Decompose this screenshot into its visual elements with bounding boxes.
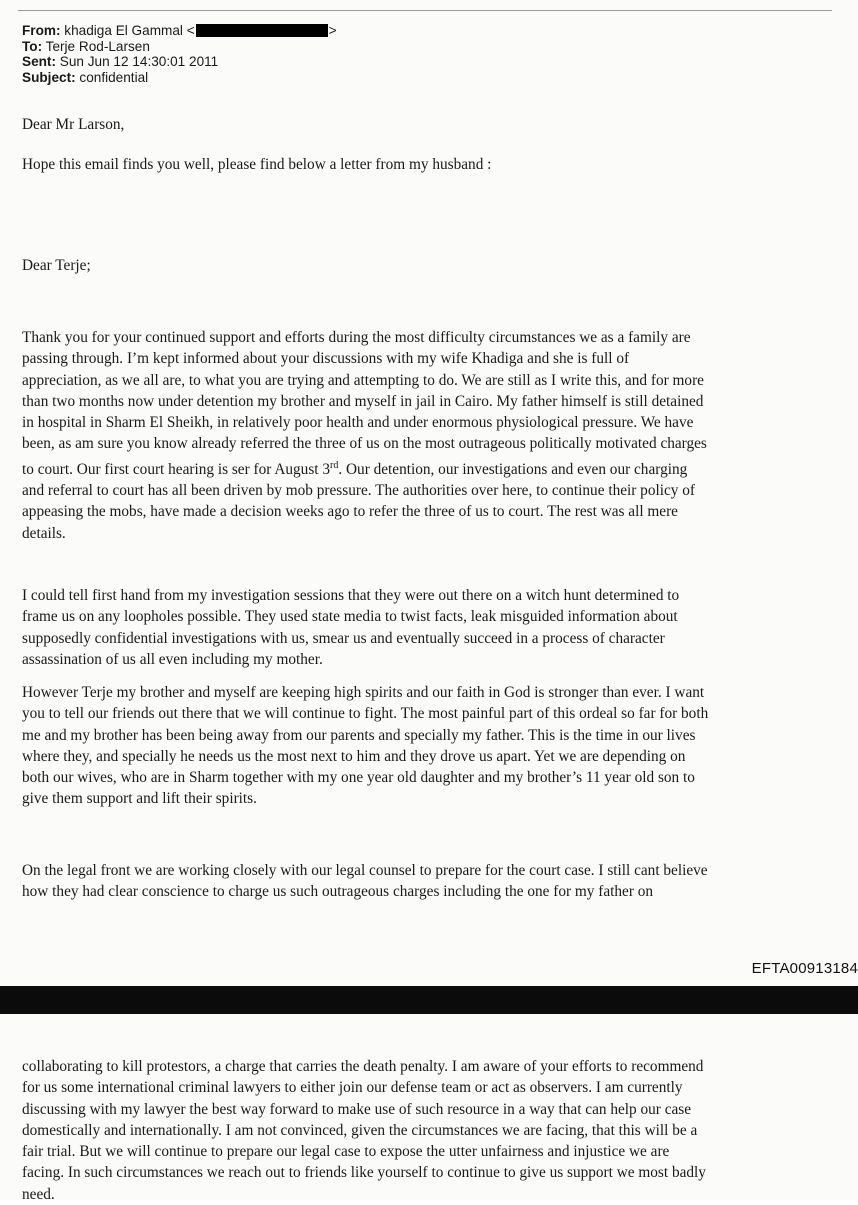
paragraph-line: appreciation, as we all are, to what you are trying and attempting to do. We are still as I write this, and for more [22, 371, 704, 389]
paragraph-1 [22, 327, 707, 544]
from-value: khadiga El Gammal < [64, 23, 195, 38]
ordinal-suffix: rd [330, 459, 339, 471]
paragraph-line: I could tell first hand from my investigation sessions that they were out there on a witch hunt determined to [22, 587, 680, 604]
paragraph-line: than two months now under detention my brother and myself in jail in Cairo. My father himself is still detained [22, 392, 704, 410]
paragraph-line: collaborating to kill protestors, a charge that carries the death penalty. I am aware of your efforts to recommend [22, 1058, 704, 1075]
email-header [22, 23, 337, 85]
paragraph-line: details. [22, 524, 66, 542]
subject-label: Subject: [22, 69, 76, 85]
document-page-2 [0, 1014, 858, 1203]
paragraph-line: and referral to court has all been driven by mob pressure. The authorities over here, to continue their policy of [22, 482, 695, 500]
paragraph-line: discussing with my lawyer the best way forward to make use of such resource in a way that can help our case [22, 1100, 692, 1118]
paragraph-line: give them support and lift their spirits. [22, 790, 257, 808]
paragraph-3 [22, 682, 708, 810]
subject-value: confidential [79, 69, 149, 85]
subject-line [22, 70, 337, 86]
paragraph-5 [22, 1056, 706, 1205]
paragraph-line: both our wives, who are in Sharm together with my one year old daughter and my brother’s 11 year old son to [22, 769, 695, 787]
intro-line: Hope this email finds you well, please find below a letter from my husband : [22, 156, 492, 173]
from-line [22, 23, 337, 39]
from-tail: > [328, 23, 337, 38]
paragraph-line: in hospital in Sharm El Sheikh, in relatively poor health and under enormous physiological pressure. We have [22, 414, 694, 432]
page-divider [0, 986, 858, 1014]
paragraph-line: where they, and specially he needs us the most next to him and they drove us apart. Yet we are depending on [22, 747, 686, 765]
paragraph-2 [22, 585, 679, 670]
paragraph-line: Thank you for your continued support and efforts during the most difficulty circumstances we as a family are [22, 329, 691, 346]
paragraph-line: passing through. I’m kept informed about your discussions with my wife Khadiga and she is full of [22, 350, 630, 368]
paragraph-line [22, 455, 707, 480]
letter-salutation: Dear Terje; [22, 257, 91, 274]
paragraph-line: for us some international criminal lawyers to either join our defense team or act as observers. I am currently [22, 1079, 683, 1097]
to-value: Terje Rod-Larsen [45, 38, 150, 54]
paragraph-line: fair trial. But we will continue to prepare our legal case to expose the utter unfairness and injustice we are [22, 1143, 670, 1161]
from-label: From: [22, 23, 61, 38]
sent-label: Sent: [22, 54, 56, 69]
salutation: Dear Mr Larson, [22, 116, 125, 133]
sent-line [22, 54, 337, 70]
court-date-text: to court. Our first court hearing is ser for August 3 [22, 460, 330, 478]
paragraph-line: me and my brother has been being away from our parents and specially my father. This is the time in our lives [22, 726, 696, 744]
paragraph-line: On the legal front we are working closely with our legal counsel to prepare for the court case. I still cant believe [22, 862, 708, 879]
paragraph-line: assassination of us all even including my mother. [22, 650, 323, 668]
paragraph-line: been, as am sure you know already referred the three of us on the most outrageous politically motivated charges [22, 435, 707, 453]
paragraph-line: you to tell our friends out there that we will continue to fight. The most painful part of this ordeal so far for both [22, 705, 709, 723]
paragraph-line: how they had clear conscience to charge us such outrageous charges including the one for my father on [22, 883, 654, 901]
paragraph-line: However Terje my brother and myself are keeping high spirits and our faith in God is stronger than ever. I want [22, 684, 705, 701]
paragraph-4 [22, 860, 708, 903]
paragraph-line: facing. In such circumstances we reach out to friends like yourself to continue to give us support we most badly [22, 1164, 706, 1182]
to-label: To: [22, 38, 43, 54]
top-rule [18, 10, 832, 11]
redaction-bar [196, 24, 328, 37]
to-line [22, 39, 337, 55]
bates-number: EFTA00913184 [751, 960, 858, 977]
paragraph-line: appeasing the mobs, have made a decision weeks ago to refer the three of us to court. The rest was all mere [22, 503, 678, 521]
paragraph-line: domestically and internationally. I am not convinced, given the circumstances we are facing, that this will be a [22, 1121, 698, 1139]
paragraph-line: frame us on any loopholes possible. They used state media to twist facts, leak misguided information about [22, 608, 678, 626]
paragraph-line: need. [22, 1185, 55, 1203]
court-date-tail: . Our detention, our investigations and even our charging [338, 460, 688, 478]
paragraph-line: supposedly confidential investigations with us, smear us and eventually succeed in a process of character [22, 629, 665, 647]
sent-value: Sun Jun 12 14:30:01 2011 [59, 54, 219, 69]
